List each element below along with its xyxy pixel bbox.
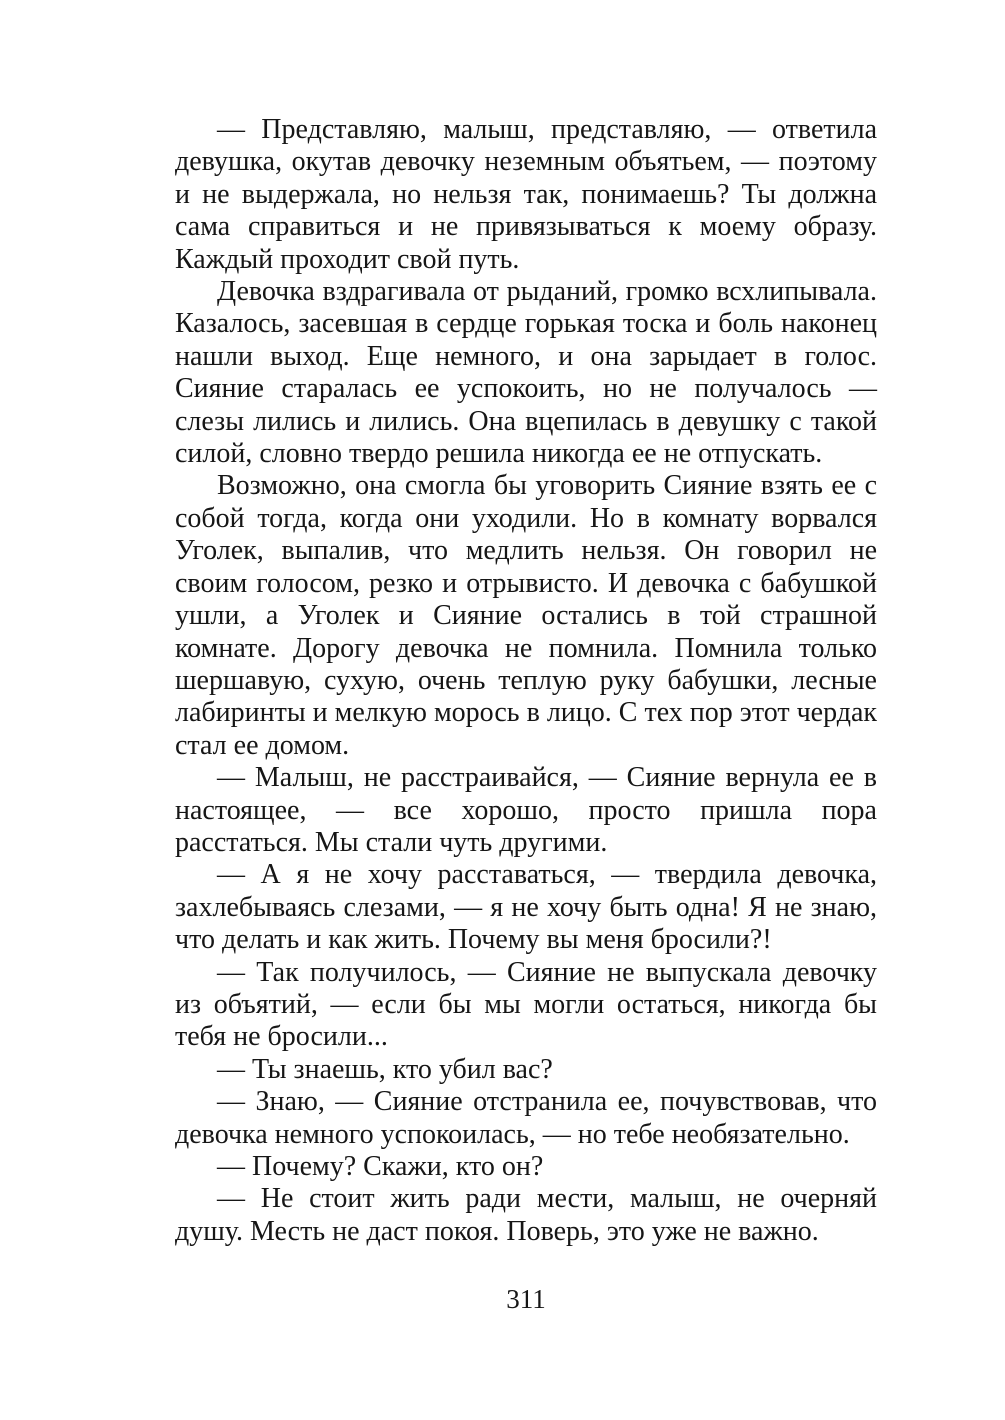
paragraph: — Знаю, — Сияние отстранила ее, почувствовав, что девочка немного успокоилась, — но тебе необязательно.: [175, 1086, 877, 1150]
paragraph: Девочка вздрагивала от рыданий, громко всхлипывала. Казалось, засевшая в сердце горькая тоска и боль наконец нашли выход. Еще немного, и она зарыдает в голос. Сияние старалась ее успокоить, но не получалось — слезы лились и лились. Она вцепилась в девушку с такой силой, словно твердо решила никогда ее не отпускать.: [175, 276, 877, 470]
paragraph: — А я не хочу расставаться, — твердила девочка, захлебываясь слезами, — я не хочу быть одна! Я не знаю, что делать и как жить. Почему вы меня бросили?!: [175, 859, 877, 956]
text-block: [175, 114, 877, 1248]
paragraph: — Не стоит жить ради мести, малыш, не очерняй душу. Месть не даст покоя. Поверь, это уже не важно.: [175, 1183, 877, 1247]
paragraph: — Ты знаешь, кто убил вас?: [217, 1053, 553, 1085]
paragraph: — Почему? Скажи, кто он?: [217, 1151, 544, 1182]
paragraph: — Так получилось, — Сияние не выпускала девочку из объятий, — если бы мы могли остаться, никогда бы тебя не бросили...: [175, 956, 877, 1053]
page-number: 311: [506, 1284, 546, 1314]
paragraph: — Малыш, не расстраивайся, — Сияние вернула ее в настоящее, — все хорошо, просто пришла пора расстаться. Мы стали чуть другими.: [175, 762, 877, 858]
paragraph: — Представляю, малыш, представляю, — ответила девушка, окутав девочку неземным объятьем, — поэтому и не выдержала, но нельзя так, понимаешь? Ты должна сама справиться и не привязываться к моему образу. Каждый проходит свой путь.: [175, 114, 877, 275]
paragraph: Возможно, она смогла бы уговорить Сияние взять ее с собой тогда, когда они уходили. Но в комнату ворвался Уголек, выпалив, что медлить нельзя. Он говорил не своим голосом, резко и отрывисто. И девочка с бабушкой ушли, а Уголек и Сияние остались в той страшной комнате. Дорогу девочка не помнила. Помнила только шершавую, сухую, очень теплую руку бабушки, лесные лабиринты и мелкую морось в лицо. С тех пор этот чердак стал ее домом.: [175, 470, 877, 761]
